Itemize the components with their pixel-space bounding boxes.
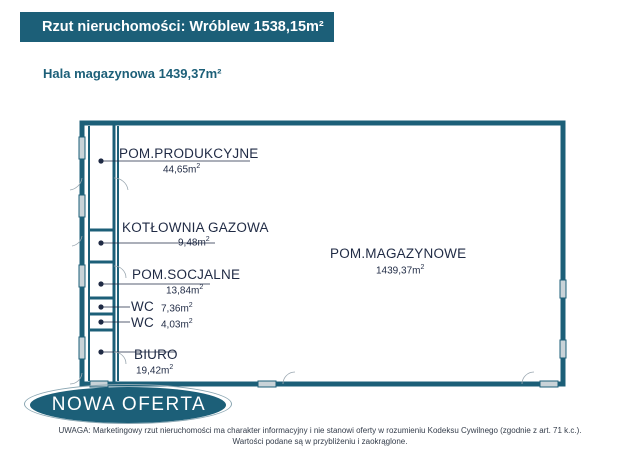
hall-subtitle: Hala magazynowa 1439,37m²: [43, 66, 222, 81]
room-name-wc-1: WC: [131, 299, 154, 314]
room-area-wc-2: $4,03m^2$: [161, 318, 193, 331]
disclaimer: [40, 425, 600, 447]
room-name-warehouse: POM.MAGAZYNOWE: [330, 246, 467, 261]
room-markers: [98, 158, 103, 354]
badge-label: NOWA OFERTA: [51, 394, 207, 415]
room-area-social: $13,84m^2$: [166, 284, 204, 297]
disclaimer-line-2: Wartości podane są w przybliżeniu i zaokrąglone.: [232, 437, 408, 446]
room-area-wc-1: $7,36m^2$: [161, 302, 193, 315]
room-name-wc-2: WC: [131, 315, 154, 330]
room-area-warehouse: $1439,37m^2$: [376, 264, 425, 277]
room-name-boiler: KOTŁOWNIA GAZOWA: [122, 220, 269, 235]
new-offer-badge: [24, 383, 234, 427]
room-name-office: BIURO: [134, 347, 178, 362]
outer-walls: [82, 123, 563, 384]
room-area-production: $44,65m^2$: [163, 163, 201, 176]
room-area-office: $19,42m^2$: [136, 364, 174, 377]
room-area-boiler: $9,48m^2$: [178, 236, 210, 249]
room-name-production: POM.PRODUKCYJNE: [119, 146, 259, 161]
room-name-social: POM.SOCJALNE: [132, 267, 241, 282]
disclaimer-line-1: UWAGA: Marketingowy rzut nieruchomości ma charakter informacyjny i nie stanowi oferty w rozumieniu Kodeksu Cywilnego (zgodnie z art. 71 k.c.).: [58, 426, 582, 435]
page-title: Rzut nieruchomości: Wróblew 1538,15m²: [20, 12, 334, 42]
